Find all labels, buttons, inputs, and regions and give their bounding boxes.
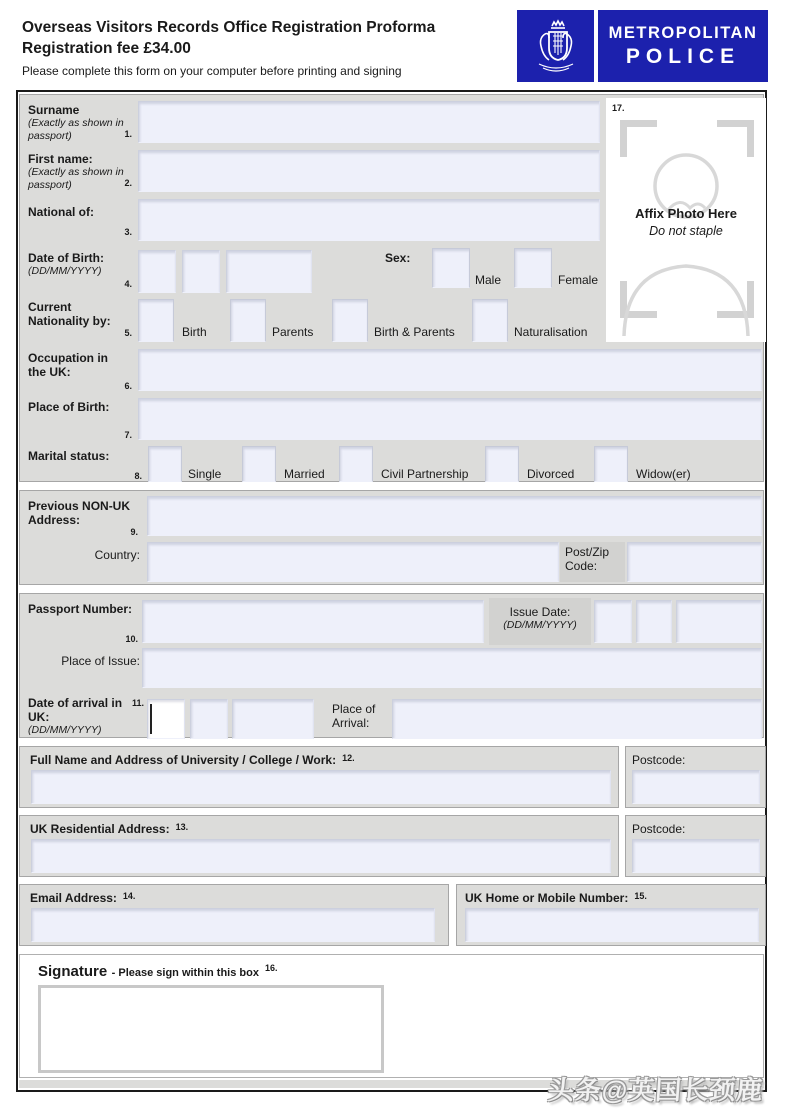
occupation-field[interactable]: [138, 349, 762, 391]
marital-divorced-label: Divorced: [527, 467, 575, 481]
postzip-label: Post/Zip Code:: [565, 545, 610, 574]
arrival-month-field[interactable]: [190, 699, 228, 739]
form-container: [16, 90, 767, 1092]
national-of-number: 3.: [124, 227, 132, 237]
marital-single-label: Single: [188, 467, 222, 481]
university-postcode-label: Postcode:: [632, 753, 686, 767]
previous-address-number: 9.: [130, 527, 138, 537]
place-of-issue-label: Place of Issue:: [61, 654, 140, 668]
section-residential-postcode: [625, 815, 766, 877]
marital-status-label: Marital status:: [28, 449, 110, 463]
occupation-number: 6.: [124, 381, 132, 391]
marital-married-label: Married: [284, 467, 325, 481]
university-postcode-field[interactable]: [632, 770, 760, 804]
sex-label: Sex:: [385, 251, 411, 265]
country-label: Country:: [94, 548, 140, 562]
place-of-arrival-field[interactable]: [392, 699, 762, 739]
photo-affix-area: [606, 98, 766, 342]
national-of-field[interactable]: [138, 199, 600, 241]
issue-date-month-field[interactable]: [636, 600, 672, 643]
arrival-date-number: 11.: [131, 698, 144, 708]
nationality-birth-parents-label: Birth & Parents: [374, 325, 455, 339]
affix-photo-here-label: Affix Photo Here: [635, 206, 737, 221]
national-of-label: National of:: [28, 205, 94, 219]
place-of-birth-field[interactable]: [138, 398, 762, 440]
text-cursor: [150, 704, 152, 734]
signature-number: 16.: [264, 963, 278, 973]
section-previous-address: [19, 490, 764, 585]
do-not-staple-label: Do not staple: [649, 224, 723, 238]
dob-number: 4.: [124, 279, 132, 289]
issue-date-day-field[interactable]: [594, 600, 632, 643]
nationality-parents-label: Parents: [272, 325, 314, 339]
surname-field[interactable]: [138, 101, 600, 143]
nationality-by-label: Current Nationality by:: [28, 300, 111, 329]
marital-married-checkbox[interactable]: [242, 446, 276, 482]
previous-address-label: Previous NON-UK Address:: [28, 499, 131, 528]
email-field[interactable]: [31, 908, 435, 942]
sex-male-option-label: Male: [475, 273, 502, 287]
signature-box[interactable]: [38, 985, 384, 1073]
section-university-address: [19, 746, 619, 808]
photo-number: 17.: [612, 103, 625, 113]
residential-label: UK Residential Address: $^{13.}$: [30, 822, 189, 836]
sex-female-checkbox[interactable]: [514, 248, 552, 288]
nationality-naturalisation-label: Naturalisation: [514, 325, 588, 339]
previous-address-field[interactable]: [147, 496, 762, 536]
section-email: [19, 884, 449, 946]
place-of-birth-label: Place of Birth:: [28, 400, 110, 414]
section-personal-details: [19, 94, 764, 482]
email-number: 14.: [122, 891, 136, 901]
first-name-number: 2.: [124, 178, 132, 188]
phone-number: 15.: [634, 891, 647, 901]
phone-label: UK Home or Mobile Number: $^{15.}$: [465, 891, 647, 905]
passport-number-field[interactable]: [142, 600, 484, 643]
nationality-birth-parents-checkbox[interactable]: [332, 299, 368, 342]
nationality-naturalisation-checkbox[interactable]: [472, 299, 508, 342]
email-label: Email Address: $^{14.}$: [30, 891, 136, 905]
place-of-birth-number: 7.: [124, 430, 132, 440]
section-university-postcode: [625, 746, 766, 808]
met-police-crest-icon: [517, 10, 594, 82]
nationality-birth-label: Birth: [182, 325, 207, 339]
section-residential-address: [19, 815, 619, 877]
dob-day-field[interactable]: [138, 250, 176, 293]
place-of-arrival-label: Place of Arrival:: [332, 702, 376, 731]
marital-status-number: 8.: [134, 471, 142, 481]
country-field[interactable]: [147, 542, 559, 582]
arrival-year-field[interactable]: [232, 699, 314, 739]
marital-civil-partnership-label: Civil Partnership: [381, 467, 469, 481]
marital-widower-checkbox[interactable]: [594, 446, 628, 482]
arrival-date-hint: (DD/MM/YYYY): [28, 724, 102, 737]
occupation-label: Occupation in the UK:: [28, 351, 109, 380]
section-passport: [19, 593, 764, 738]
marital-single-checkbox[interactable]: [148, 446, 182, 482]
issue-date-hint: (DD/MM/YYYY): [503, 619, 577, 632]
met-police-logo-text: [598, 10, 768, 82]
watermark-text: 头条@英国长颈鹿: [546, 1075, 765, 1105]
phone-field[interactable]: [465, 908, 759, 942]
nationality-birth-checkbox[interactable]: [138, 299, 174, 342]
sex-male-checkbox[interactable]: [432, 248, 470, 288]
nationality-parents-checkbox[interactable]: [230, 299, 266, 342]
passport-number-label: Passport Number:: [28, 602, 133, 616]
marital-divorced-checkbox[interactable]: [485, 446, 519, 482]
logo-metropolitan: METROPOLITAN: [608, 23, 758, 42]
title-line1: Overseas Visitors Records Office Registration Proforma: [22, 19, 436, 36]
marital-civil-partnership-checkbox[interactable]: [339, 446, 373, 482]
first-name-field[interactable]: [138, 150, 600, 192]
dob-month-field[interactable]: [182, 250, 220, 293]
passport-number-number: 10.: [125, 634, 138, 644]
first-name-label: First name: (Exactly as shown in passport): [28, 152, 130, 191]
logo-police: POLICE: [625, 44, 741, 68]
residential-postcode-field[interactable]: [632, 839, 760, 873]
title-line2: Registration fee £34.00: [22, 39, 191, 57]
dob-label: Date of Birth: (DD/MM/YYYY): [28, 251, 130, 278]
arrival-date-label: Date of arrival in UK: (DD/MM/YYYY): [28, 696, 128, 737]
arrival-day-field[interactable]: [147, 699, 185, 739]
university-number: 12.: [342, 753, 355, 763]
residential-address-field[interactable]: [31, 839, 611, 873]
dob-year-field[interactable]: [226, 250, 312, 293]
residential-number: 13.: [175, 822, 189, 832]
first-name-hint: (Exactly as shown in passport): [28, 166, 124, 191]
section-phone: [456, 884, 766, 946]
page-title: [22, 18, 435, 60]
university-label: Full Name and Address of University / College / Work: $^{12.}$: [30, 753, 355, 767]
section-signature: [19, 954, 764, 1078]
residential-postcode-label: Postcode:: [632, 822, 686, 836]
place-of-issue-field[interactable]: [142, 648, 762, 688]
surname-label: Surname (Exactly as shown in passport): [28, 103, 130, 142]
issue-date-year-field[interactable]: [676, 600, 762, 643]
surname-hint: (Exactly as shown in passport): [28, 117, 124, 142]
sex-female-option-label: Female: [558, 273, 599, 287]
form-instruction: Please complete this form on your computer before printing and signing: [22, 64, 402, 78]
nationality-by-number: 5.: [124, 328, 132, 338]
surname-number: 1.: [124, 129, 132, 139]
marital-widower-label: Widow(er): [636, 467, 691, 481]
signature-label: Signature - Please sign within this box $^{16.}$: [38, 963, 278, 980]
dob-hint: (DD/MM/YYYY): [28, 265, 102, 278]
issue-date-label-block: [489, 598, 591, 645]
postzip-field[interactable]: [627, 542, 762, 582]
issue-date-label: Issue Date:: [509, 605, 571, 619]
met-police-logo: [517, 10, 768, 82]
university-address-field[interactable]: [31, 770, 611, 804]
